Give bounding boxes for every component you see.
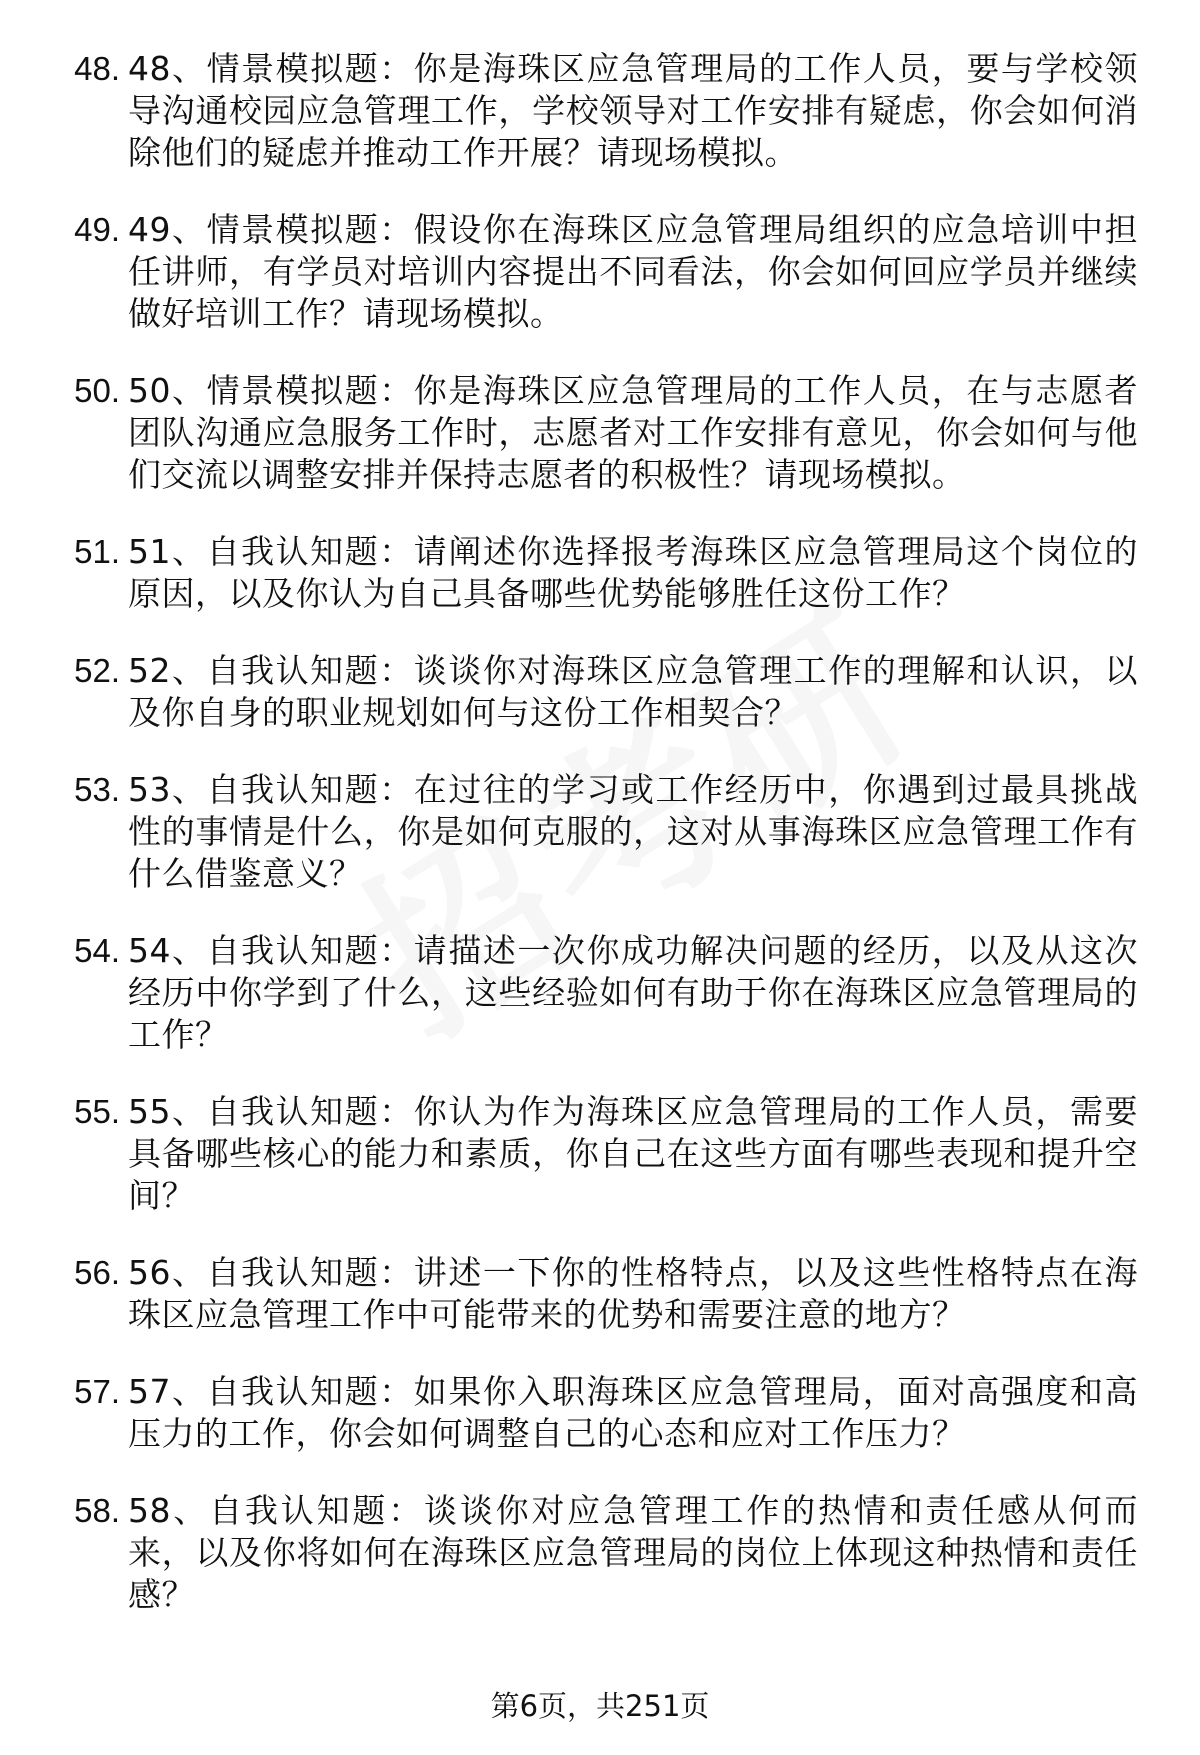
question-text: 49、情景模拟题：假设你在海珠区应急管理局组织的应急培训中担任讲师，有学员对培训内容提出不同看法，你会如何回应学员并继续做好培训工作？请现场模拟。 — [128, 210, 1138, 333]
question-number: 55. — [74, 1093, 120, 1130]
question-text: 53、自我认知题：在过往的学习或工作经历中，你遇到过最具挑战性的事情是什么，你是如何克服的，这对从事海珠区应急管理工作有什么借鉴意义？ — [128, 770, 1138, 893]
question-text: 48、情景模拟题：你是海珠区应急管理局的工作人员，要与学校领导沟通校园应急管理工作，学校领导对工作安排有疑虑，你会如何消除他们的疑虑并推动工作开展？请现场模拟。 — [128, 49, 1138, 172]
question-item — [0, 1490, 1200, 1616]
question-number: 57. — [74, 1373, 120, 1410]
question-text: 57、自我认知题：如果你入职海珠区应急管理局，面对高强度和高压力的工作，你会如何调整自己的心态和应对工作压力？ — [128, 1372, 1138, 1453]
question-item — [0, 650, 1200, 734]
question-text: 55、自我认知题：你认为作为海珠区应急管理局的工作人员，需要具备哪些核心的能力和素质，你自己在这些方面有哪些表现和提升空间？ — [128, 1092, 1138, 1215]
question-item — [0, 209, 1200, 335]
question-item — [0, 1371, 1200, 1455]
question-item — [0, 531, 1200, 615]
question-number: 54. — [74, 932, 120, 969]
question-text: 50、情景模拟题：你是海珠区应急管理局的工作人员，在与志愿者团队沟通应急服务工作时，志愿者对工作安排有意见，你会如何与他们交流以调整安排并保持志愿者的积极性？请现场模拟。 — [128, 371, 1138, 494]
question-item — [0, 1252, 1200, 1336]
question-list — [0, 48, 1200, 1651]
question-text: 54、自我认知题：请描述一次你成功解决问题的经历，以及从这次经历中你学到了什么，这些经验如何有助于你在海珠区应急管理局的工作？ — [128, 931, 1138, 1054]
question-text: 58、自我认知题：谈谈你对应急管理工作的热情和责任感从何而来，以及你将如何在海珠区应急管理局的岗位上体现这种热情和责任感？ — [128, 1491, 1138, 1614]
question-number: 50. — [74, 372, 120, 409]
question-item — [0, 769, 1200, 895]
page-footer: 第6页，共251页 — [490, 1689, 710, 1723]
question-text: 51、自我认知题：请阐述你选择报考海珠区应急管理局这个岗位的原因，以及你认为自己具备哪些优势能够胜任这份工作？ — [128, 532, 1138, 613]
question-text: 56、自我认知题：讲述一下你的性格特点，以及这些性格特点在海珠区应急管理工作中可能带来的优势和需要注意的地方？ — [128, 1253, 1138, 1334]
question-number: 48. — [74, 50, 120, 87]
question-number: 49. — [74, 211, 120, 248]
question-number: 53. — [74, 771, 120, 808]
question-item — [0, 370, 1200, 496]
question-item — [0, 1091, 1200, 1217]
question-item — [0, 930, 1200, 1056]
question-number: 56. — [74, 1254, 120, 1291]
question-number: 51. — [74, 533, 120, 570]
question-item — [0, 48, 1200, 174]
question-text: 52、自我认知题：谈谈你对海珠区应急管理工作的理解和认识，以及你自身的职业规划如何与这份工作相契合？ — [128, 651, 1138, 732]
question-number: 52. — [74, 652, 120, 689]
question-number: 58. — [74, 1492, 120, 1529]
